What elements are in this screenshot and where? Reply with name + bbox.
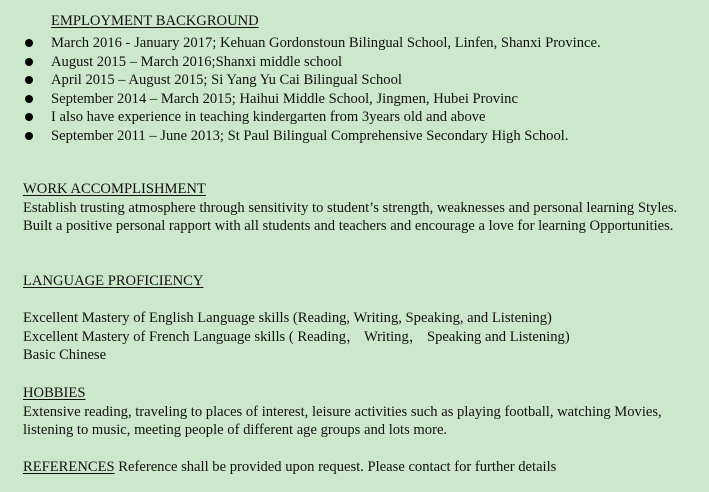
hobbies-heading: HOBBIES bbox=[23, 385, 86, 401]
hobbies-section bbox=[23, 384, 703, 440]
language-line: Basic Chinese bbox=[23, 347, 107, 364]
employment-item-text: I also have experience in teaching kindergarten from 3years old and above bbox=[51, 109, 486, 126]
references-section bbox=[23, 458, 703, 477]
employment-heading: EMPLOYMENT BACKGROUND bbox=[51, 13, 259, 29]
bullet-icon bbox=[25, 39, 33, 47]
language-section bbox=[23, 272, 703, 365]
work-text: Establish trusting atmosphere through sensitivity to student’s strength, weaknesses and personal learning Styles. Built a positive personal rapport with all students and teachers and encourage a love for learning Opportunities. bbox=[23, 199, 678, 235]
employment-item-text: September 2014 – March 2015; Haihui Middle School, Jingmen, Hubei Provinc bbox=[51, 90, 518, 107]
references-heading: REFERENCES bbox=[23, 459, 115, 475]
language-line: Excellent Mastery of English Language skills (Reading, Writing, Speaking, and Listening) bbox=[23, 310, 552, 327]
work-section bbox=[23, 180, 703, 236]
employment-item-text: March 2016 - January 2017; Kehuan Gordonstoun Bilingual School, Linfen, Shanxi Province. bbox=[51, 35, 601, 51]
bullet-icon bbox=[25, 113, 33, 121]
language-heading: LANGUAGE PROFICIENCY bbox=[23, 273, 204, 289]
language-line: Excellent Mastery of French Language skills ( Reading， Writing， Speaking and Listening) bbox=[23, 328, 570, 345]
work-heading: WORK ACCOMPLISHMENT bbox=[23, 181, 206, 197]
spacer bbox=[23, 291, 703, 310]
references-text: Reference shall be provided upon request. Please contact for further details bbox=[114, 459, 557, 475]
bullet-icon bbox=[25, 76, 33, 84]
employment-item-text: August 2015 – March 2016;Shanxi middle school bbox=[51, 53, 343, 70]
hobbies-text: Extensive reading, traveling to places of interest, leisure activities such as playing football, watching Movies, listening to music, meeting people of different age groups and lots more. bbox=[23, 403, 662, 439]
bullet-icon bbox=[25, 132, 33, 140]
employment-item-text: September 2011 – June 2013; St Paul Bilingual Comprehensive Secondary High School. bbox=[51, 127, 569, 144]
employment-item-text: April 2015 – August 2015; Si Yang Yu Cai Bilingual School bbox=[51, 72, 402, 89]
bullet-icon bbox=[25, 58, 33, 66]
bullet-icon bbox=[25, 95, 33, 103]
